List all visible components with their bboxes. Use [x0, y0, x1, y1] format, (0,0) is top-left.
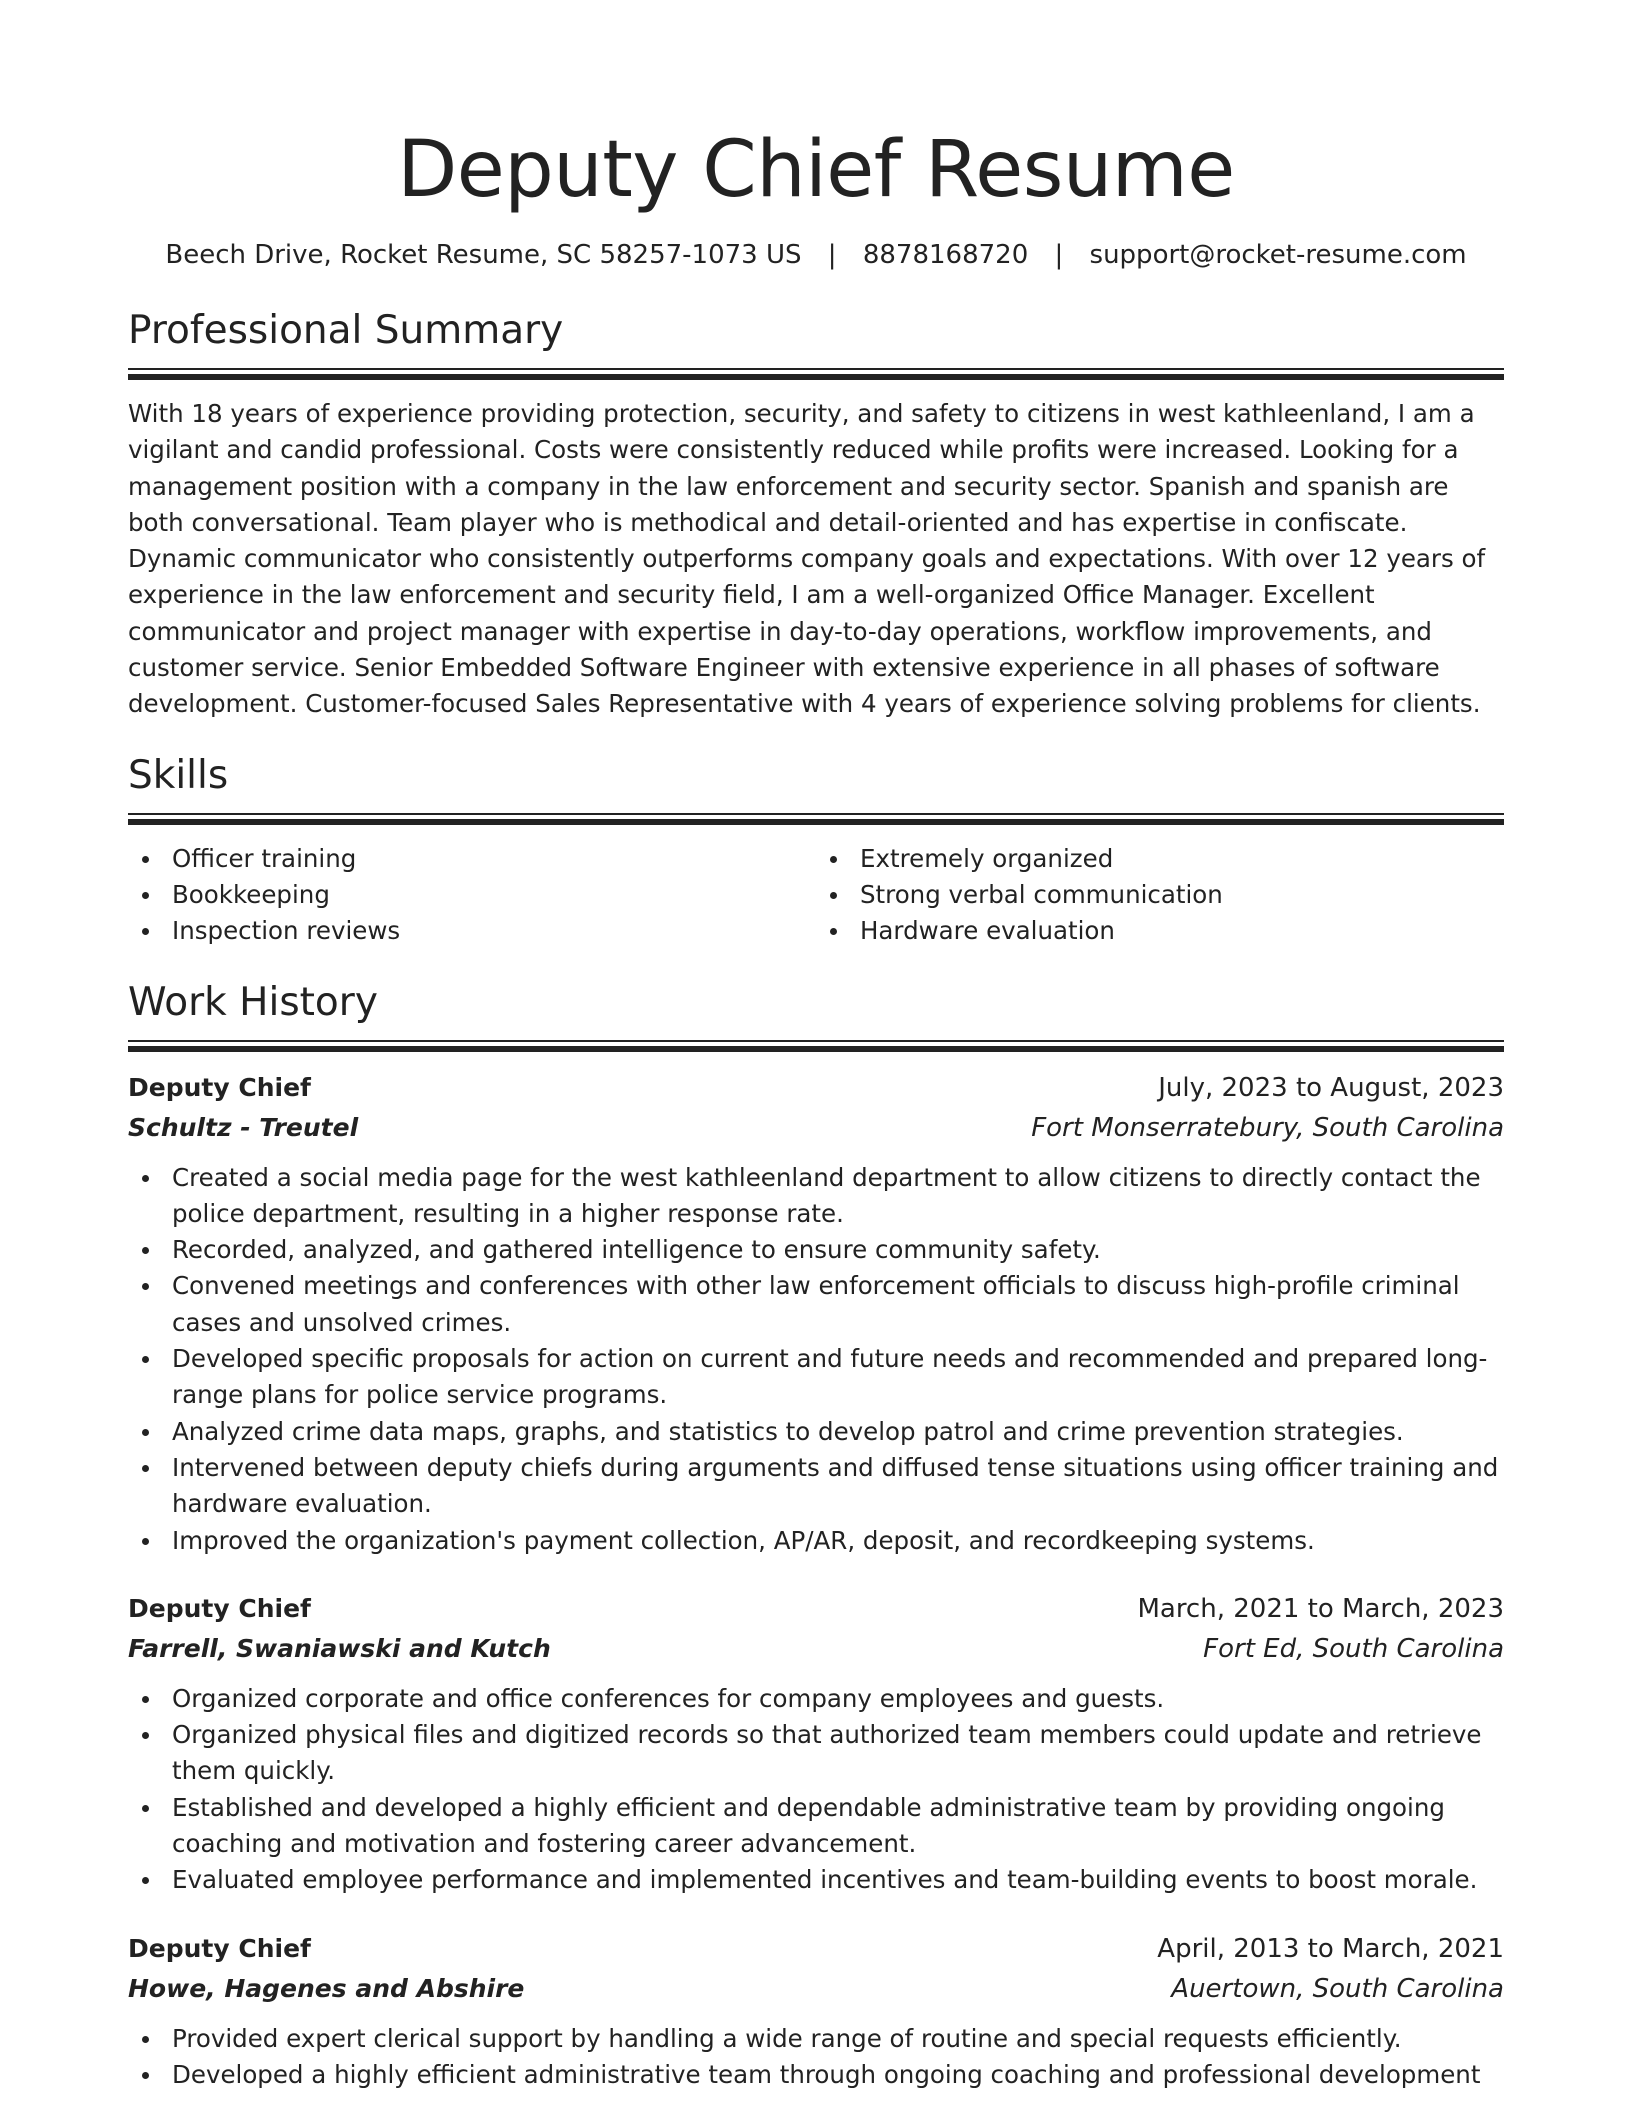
job-entry	[128, 1589, 1504, 1899]
job-subheader	[128, 1108, 1504, 1148]
skill-item: Extremely organized	[816, 841, 1504, 877]
contact-email: support@rocket-resume.com	[1089, 240, 1467, 270]
job-company: Farrell, Swaniawski and Kutch	[128, 1633, 551, 1663]
job-header	[128, 1929, 1504, 1969]
summary-section	[128, 306, 1504, 723]
job-location: Auertown, South Carolina	[1171, 1973, 1504, 2004]
job-dates: March, 2021 to March, 2023	[1137, 1593, 1504, 1624]
resume-title: Deputy Chief Resume	[397, 125, 1235, 215]
skill-item: Inspection reviews	[128, 913, 816, 949]
skill-item: Strong verbal communication	[816, 877, 1504, 913]
job-bullet: Recorded, analyzed, and gathered intelligence to ensure community safety.	[128, 1232, 1504, 1268]
section-divider	[128, 1040, 1504, 1052]
summary-heading: Professional Summary	[128, 308, 564, 353]
skills-columns	[128, 841, 1504, 950]
skill-item: Hardware evaluation	[816, 913, 1504, 949]
job-bullet: Evaluated employee performance and implemented incentives and team-building events to boost morale.	[128, 1862, 1504, 1898]
job-bullet: Organized physical files and digitized records so that authorized team members could update and retrieve them quickly.	[128, 1717, 1504, 1790]
job-title: Deputy Chief	[128, 1933, 311, 1963]
job-bullet: Established and developed a highly efficient and dependable administrative team by providing ongoing coaching and motivation and fostering career advancement.	[128, 1790, 1504, 1863]
skills-column-left	[128, 841, 816, 950]
job-entry	[128, 1068, 1504, 1559]
contact-separator: |	[1054, 240, 1064, 270]
job-company: Schultz - Treutel	[128, 1112, 359, 1142]
work-heading: Work History	[128, 979, 378, 1025]
job-bullets	[128, 2021, 1504, 2094]
job-header	[128, 1068, 1504, 1108]
job-bullet: Convened meetings and conferences with other law enforcement officials to discuss high-profile criminal cases and unsolved crimes.	[128, 1268, 1504, 1341]
job-bullet: Analyzed crime data maps, graphs, and statistics to develop patrol and crime prevention strategies.	[128, 1414, 1504, 1450]
section-divider	[128, 368, 1504, 380]
job-company: Howe, Hagenes and Abshire	[128, 1973, 525, 2003]
work-section	[128, 978, 1504, 2094]
skills-section	[128, 751, 1504, 950]
contact-phone: 8878168720	[862, 240, 1029, 270]
job-dates: July, 2023 to August, 2023	[1158, 1072, 1504, 1103]
job-title: Deputy Chief	[128, 1072, 311, 1102]
job-bullet: Organized corporate and office conferences for company employees and guests.	[128, 1681, 1504, 1717]
job-dates: April, 2013 to March, 2021	[1157, 1933, 1504, 1964]
job-bullet: Improved the organization's payment collection, AP/AR, deposit, and recordkeeping systems.	[128, 1523, 1504, 1559]
job-bullet: Provided expert clerical support by handling a wide range of routine and special requests efficiently.	[128, 2021, 1504, 2057]
job-bullets	[128, 1681, 1504, 1899]
summary-text: With 18 years of experience providing protection, security, and safety to citizens in west kathleenland, I am a vigilant and candid professional. Costs were consistently reduced while profits were increased. Looking for a management position with a company in the law enforcement and security sector. Spanish and spanish are both conversational. Team player who is methodical and detail-oriented and has expertise in confiscate. Dynamic communicator who consistently outperforms company goals and expectations. With over 12 years of experience in the law enforcement and security field, I am a well-organized Office Manager. Excellent communicator and project manager with expertise in day-to-day operations, workflow improvements, and customer service. Senior Embedded Software Engineer with extensive experience in all phases of software development. Customer-focused Sales Representative with 4 years of experience solving problems for clients.	[128, 399, 1486, 719]
skill-item: Officer training	[128, 841, 816, 877]
job-title: Deputy Chief	[128, 1593, 311, 1623]
job-bullets	[128, 1160, 1504, 1559]
job-bullet: Created a social media page for the west kathleenland department to allow citizens to directly contact the police department, resulting in a higher response rate.	[128, 1160, 1504, 1233]
job-header	[128, 1589, 1504, 1629]
contact-address: Beech Drive, Rocket Resume, SC 58257-1073 US	[165, 240, 802, 270]
job-location: Fort Ed, South Carolina	[1203, 1633, 1504, 1664]
section-divider	[128, 813, 1504, 825]
contact-line	[128, 238, 1504, 272]
job-bullet: Developed specific proposals for action on current and future needs and recommended and prepared long-range plans for police service programs.	[128, 1341, 1504, 1414]
skills-heading: Skills	[128, 752, 229, 798]
contact-separator: |	[827, 240, 837, 270]
job-bullet: Developed a highly efficient administrative team through ongoing coaching and professional development	[128, 2057, 1504, 2093]
job-location: Fort Monserratebury, South Carolina	[1031, 1112, 1504, 1143]
job-entry	[128, 1929, 1504, 2094]
job-bullet: Intervened between deputy chiefs during arguments and diffused tense situations using officer training and hardware evaluation.	[128, 1450, 1504, 1523]
skill-item: Bookkeeping	[128, 877, 816, 913]
skills-column-right	[816, 841, 1504, 950]
job-subheader	[128, 1629, 1504, 1669]
job-subheader	[128, 1969, 1504, 2009]
